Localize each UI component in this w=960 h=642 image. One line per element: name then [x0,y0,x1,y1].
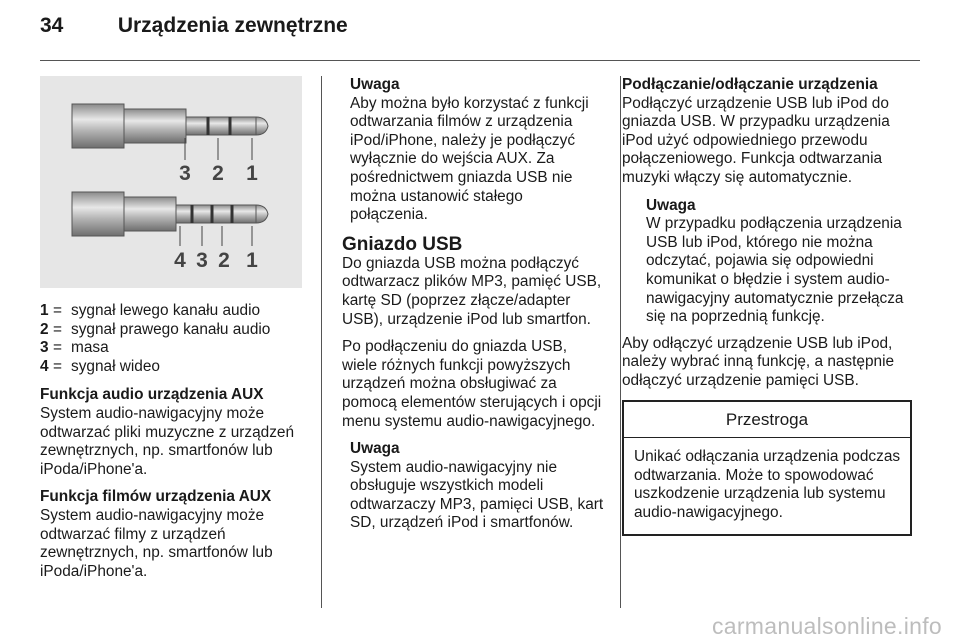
legend-equals: = [53,339,62,357]
legend-equals: = [53,302,62,319]
legend-row [40,302,308,321]
plug-4-pole [72,192,268,246]
page-number: 34 [40,14,64,37]
aux-audio-text: System audio-nawigacyjny może odtwarzać pliki muzyczne z urządzeń zewnętrznych, np. smartfonów lub iPoda/iPhone'a. [40,404,295,478]
legend-row [40,321,308,340]
plug-3-pole [72,104,268,160]
legend-equals: = [53,357,62,375]
caution-text: Unikać odłączania urządzenia podczas odtwarzania. Może to spowodować uszkodzenie urządzenia lub systemu audio-nawigacyjnego. [634,448,901,521]
caution-box [622,400,912,537]
legend-text: sygnał wideo [71,357,160,375]
connect-text: Podłączyć urządzenie USB lub iPod do gniazda USB. W przypadku urządzenia iPod użyć odpowiedniego przewodu połączeniowego. Funkcja odtwarzania muzyki włączy się automatycznie. [622,94,890,186]
legend-text: masa [71,339,109,357]
legend-equals: = [53,320,62,338]
note-text: Aby można było korzystać z funkcji odtwarzania filmów z urządzenia iPod/iPhone, należy je podłączyć wyłącznie do wejścia AUX. Za pośrednictwem gniazda USB nie można ustanowić stałego połączenia. [350,94,589,224]
note-compatibility [342,440,604,533]
connect-heading: Podłączanie/odłączanie urządzenia [622,76,878,93]
note-unreadable-device [622,197,912,327]
legend-key: 1 [40,302,49,319]
aux-audio-heading: Funkcja audio urządzenia AUX [40,386,264,404]
plug-top-label: 3 [179,162,191,185]
legend-row [40,339,308,358]
legend-key: 4 [40,357,49,375]
note-text: W przypadku podłączenia urządzenia USB lub iPod, którego nie można odczytać, pojawia się odpowiedni komunikat o błędzie i system audio-nawigacyjny automatycznie przełącza się na poprzednią funkcję. [646,215,904,326]
note-text: System audio-nawigacyjny nie obsługuje wszystkich modeli odtwarzaczy MP3, pamięci USB, kart SD, urządzeń iPod i smartfonów. [350,458,604,532]
legend-row [40,358,308,377]
aux-video-text: System audio-nawigacyjny może odtwarzać filmy z urządzeń zewnętrznych, np. smartfonów lub iPoda/iPhone'a. [40,506,273,580]
watermark: carmanualsonline.info [711,613,942,639]
note-title: Uwaga [350,76,400,93]
column-3 [622,76,912,536]
plug-bottom-label: 3 [196,249,208,272]
column-divider [321,76,322,608]
plug-bottom-label: 2 [218,249,230,272]
jack-plug-figure [40,76,302,288]
legend-key: 2 [40,320,49,338]
legend-text: sygnał prawego kanału audio [71,320,271,338]
jack-plug-illustration [40,76,302,288]
plug-top-label: 2 [212,162,224,185]
column-divider [620,76,621,608]
plug-top-label: 1 [246,162,258,185]
pin-legend [40,302,308,376]
aux-video-heading: Funkcja filmów urządzenia AUX [40,488,272,506]
usb-text-2: Po podłączeniu do gniazda USB, wiele różnych funkcji powyższych urządzeń można obsługiwać za pomocą elementów sterujących i opcji menu systemu audio-nawigacyjnego. [342,338,602,430]
usb-heading: Gniazdo USB [342,233,463,255]
usb-text-1: Do gniazda USB można podłączyć odtwarzacz plików MP3, pamięć USB, kartę SD (poprzez złącze/adapter USB), urządzenie iPod lub smartfon. [342,254,602,328]
column-1 [40,76,308,590]
plug-bottom-label: 4 [174,249,186,272]
column-2 [342,76,604,541]
note-title: Uwaga [350,440,400,458]
disconnect-text: Aby odłączyć urządzenie USB lub iPod, należy wybrać inną funkcję, a następnie odłączyć urządzenie pamięci USB. [622,334,895,389]
header-rule [40,60,920,61]
page-header [40,14,348,38]
note-title: Uwaga [646,196,696,214]
page-title: Urządzenia zewnętrzne [117,14,348,37]
legend-key: 3 [40,339,49,357]
plug-bottom-label: 1 [246,249,258,272]
caution-title: Przestroga [624,402,910,439]
legend-text: sygnał lewego kanału audio [71,302,261,319]
note-ipod-video [342,76,604,225]
